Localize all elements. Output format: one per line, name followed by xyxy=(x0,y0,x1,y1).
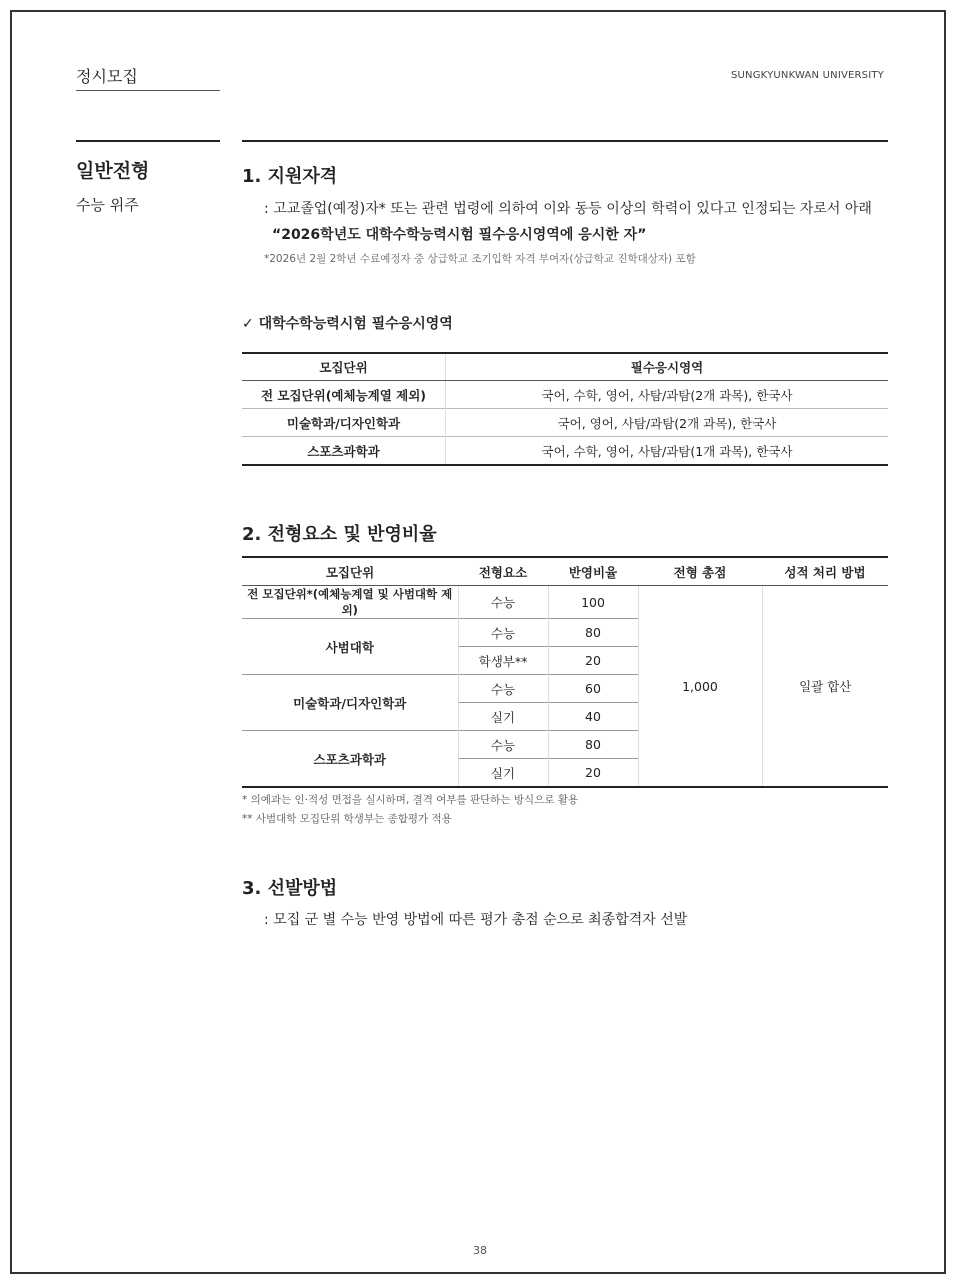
sidebar-subtitle: 수능 위주 xyxy=(76,196,139,214)
ratio-cell: 100 xyxy=(548,586,638,619)
section3-line1: : 모집 군 별 수능 반영 방법에 따른 평가 총점 순으로 최종합격자 선발 xyxy=(264,912,688,928)
section1-line2: “2026학년도 대학수학능력시험 필수응시영역에 응시한 자” xyxy=(272,227,647,243)
ratio-cell: 80 xyxy=(548,619,638,647)
section1-line1: : 고교졸업(예정)자* 또는 관련 법령에 의하여 이와 동등 이상의 학력이 있다고 인정되는 자로서 아래 xyxy=(264,201,872,217)
table-header-cell: 전형 총점 xyxy=(638,557,762,586)
element-cell: 실기 xyxy=(458,759,548,788)
main-divider xyxy=(242,140,888,142)
table-row xyxy=(242,437,888,466)
table-header-cell: 성적 처리 방법 xyxy=(762,557,888,586)
ratio-note-1: * 의예과는 인·적성 면접을 실시하며, 결격 여부를 판단하는 방식으로 활용 xyxy=(242,794,579,806)
university-name: SUNGKYUNKWAN UNIVERSITY xyxy=(730,70,884,81)
section2-heading: 2. 전형요소 및 반영비율 xyxy=(242,524,437,545)
table-header-row xyxy=(242,557,888,586)
section1-footnote: *2026년 2월 2학년 수료예정자 중 상급학교 조기입학 자격 부여자(상급학교 진학대상자) 포함 xyxy=(264,253,696,265)
table-header-cell: 모집단위 xyxy=(242,353,446,381)
section1-heading: 1. 지원자격 xyxy=(242,166,338,187)
element-cell: 학생부** xyxy=(458,647,548,675)
required-areas-table xyxy=(242,352,888,466)
ratio-note-2: ** 사범대학 모집단위 학생부는 종합평가 적용 xyxy=(242,813,452,825)
ratio-cell: 60 xyxy=(548,675,638,703)
sidebar-title: 일반전형 xyxy=(76,160,150,182)
element-cell: 수능 xyxy=(458,586,548,619)
element-cell: 수능 xyxy=(458,619,548,647)
ratio-cell: 20 xyxy=(548,647,638,675)
element-cell: 실기 xyxy=(458,703,548,731)
ratio-table xyxy=(242,556,888,788)
table-header-cell: 전형요소 xyxy=(458,557,548,586)
element-cell: 수능 xyxy=(458,731,548,759)
unit-cell: 전 모집단위(예체능계열 제외) xyxy=(242,381,446,409)
table-row xyxy=(242,381,888,409)
table-header-cell: 반영비율 xyxy=(548,557,638,586)
table-row xyxy=(242,409,888,437)
unit-cell: 미술학과/디자인학과 xyxy=(242,675,458,731)
table-header-cell: 모집단위 xyxy=(242,557,458,586)
total-score-cell: 1,000 xyxy=(638,586,762,788)
header-underline xyxy=(76,90,220,91)
table-header-row xyxy=(242,353,888,381)
element-cell: 수능 xyxy=(458,675,548,703)
section-header-title: 정시모집 xyxy=(76,67,138,86)
table-row xyxy=(242,586,888,619)
sidebar-divider xyxy=(76,140,220,142)
table-header-cell: 필수응시영역 xyxy=(446,353,889,381)
unit-cell: 전 모집단위*(예체능계열 및 사범대학 제외) xyxy=(242,586,458,619)
areas-cell: 국어, 영어, 사탐/과탐(2개 과목), 한국사 xyxy=(446,409,889,437)
page-number: 38 xyxy=(473,1244,487,1257)
required-areas-title: ✓ 대학수학능력시험 필수응시영역 xyxy=(242,316,453,332)
ratio-cell: 40 xyxy=(548,703,638,731)
unit-cell: 스포츠과학과 xyxy=(242,731,458,788)
method-cell: 일괄 합산 xyxy=(799,679,852,694)
areas-cell: 국어, 수학, 영어, 사탐/과탐(1개 과목), 한국사 xyxy=(446,437,889,466)
ratio-cell: 80 xyxy=(548,731,638,759)
unit-cell: 미술학과/디자인학과 xyxy=(242,409,446,437)
unit-cell: 스포츠과학과 xyxy=(242,437,446,466)
ratio-cell: 20 xyxy=(548,759,638,788)
page-frame xyxy=(10,10,946,1274)
areas-cell: 국어, 수학, 영어, 사탐/과탐(2개 과목), 한국사 xyxy=(541,387,793,403)
unit-cell: 사범대학 xyxy=(242,619,458,675)
section3-heading: 3. 선발방법 xyxy=(242,878,338,899)
